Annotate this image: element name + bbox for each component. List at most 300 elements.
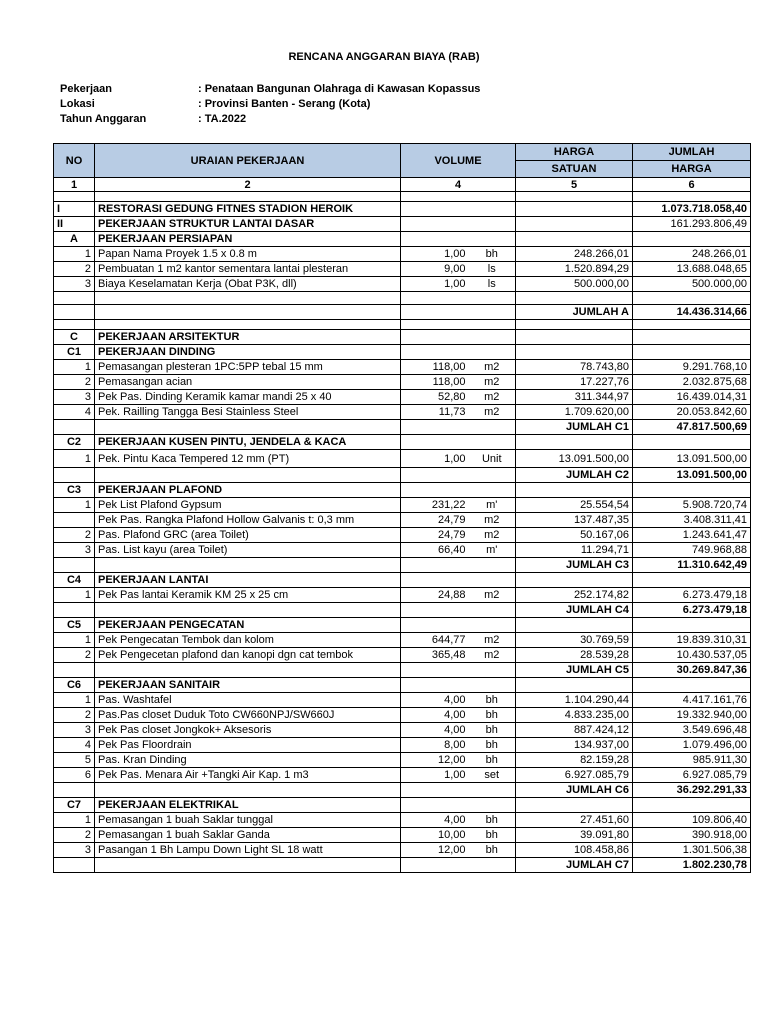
section-number: C1 (54, 345, 95, 360)
section-number: C7 (54, 798, 95, 813)
item-total: 20.053.842,60 (633, 405, 751, 420)
item-description: Pek Pengecatan Tembok dan kolom (95, 633, 401, 648)
cell-volume (401, 330, 516, 345)
cell-volume (401, 618, 516, 633)
item-number: 1 (54, 813, 95, 828)
header-volume: VOLUME (401, 144, 516, 178)
item-number: 1 (54, 498, 95, 513)
item-unit: bh (469, 828, 516, 843)
item-volume: 1,00 (401, 277, 469, 292)
item-row (54, 588, 751, 603)
item-unit: m' (469, 543, 516, 558)
item-unit-price: 1.520.894,29 (516, 262, 633, 277)
cell-desc (95, 292, 401, 305)
table-body (54, 192, 751, 873)
subtotal-value: 36.292.291,33 (633, 783, 751, 798)
cell-no (54, 420, 95, 435)
item-row (54, 708, 751, 723)
item-volume: 24,79 (401, 513, 469, 528)
item-description: Pek List Plafond Gypsum (95, 498, 401, 513)
colnum-1: 1 (54, 178, 95, 192)
cell-volume (401, 202, 516, 217)
item-unit-price: 311.344,97 (516, 390, 633, 405)
meta-value: : TA.2022 (198, 113, 247, 125)
spacer-row (54, 292, 751, 305)
section-total (633, 232, 751, 247)
subtotal-row (54, 558, 751, 573)
item-volume: 24,88 (401, 588, 469, 603)
item-number: 2 (54, 828, 95, 843)
item-number: 2 (54, 262, 95, 277)
cell-desc (95, 468, 401, 483)
item-row (54, 828, 751, 843)
item-total: 2.032.875,68 (633, 375, 751, 390)
header-row (54, 144, 751, 161)
item-unit: ls (469, 262, 516, 277)
item-row (54, 498, 751, 513)
item-total: 4.417.161,76 (633, 693, 751, 708)
item-row (54, 262, 751, 277)
section-number: A (54, 232, 95, 247)
cell-volume (401, 663, 516, 678)
item-description: Pek Pengecetan plafond dan kanopi dgn cat tembok (95, 648, 401, 663)
item-unit: m2 (469, 513, 516, 528)
item-unit: m2 (469, 648, 516, 663)
item-unit: m2 (469, 588, 516, 603)
item-row (54, 277, 751, 292)
section-row (54, 330, 751, 345)
cell-price (516, 435, 633, 450)
subtotal-row (54, 305, 751, 320)
item-row (54, 693, 751, 708)
item-unit-price: 887.424,12 (516, 723, 633, 738)
subtotal-label: JUMLAH C4 (516, 603, 633, 618)
cell-price (516, 232, 633, 247)
section-total (633, 678, 751, 693)
cell-volume (401, 435, 516, 450)
item-unit: bh (469, 813, 516, 828)
subtotal-value: 11.310.642,49 (633, 558, 751, 573)
cell-price (516, 292, 633, 305)
item-unit-price: 500.000,00 (516, 277, 633, 292)
blank-row (54, 320, 751, 330)
item-unit-price: 30.769,59 (516, 633, 633, 648)
cell-volume (401, 320, 516, 330)
cell-desc (95, 192, 401, 202)
cell-volume (401, 192, 516, 202)
item-number: 4 (54, 405, 95, 420)
section-title: PEKERJAAN LANTAI (95, 573, 401, 588)
cell-no (54, 292, 95, 305)
cell-desc (95, 663, 401, 678)
cell-price (516, 202, 633, 217)
cell-price (516, 618, 633, 633)
item-volume: 12,00 (401, 753, 469, 768)
subtotal-label: JUMLAH C1 (516, 420, 633, 435)
item-number: 3 (54, 723, 95, 738)
subtotal-row (54, 603, 751, 618)
item-number: 3 (54, 277, 95, 292)
item-unit: m' (469, 498, 516, 513)
subtotal-value: 6.273.479,18 (633, 603, 751, 618)
item-description: Pemasangan 1 buah Saklar tunggal (95, 813, 401, 828)
section-row (54, 232, 751, 247)
item-volume: 9,00 (401, 262, 469, 277)
cell-desc (95, 603, 401, 618)
cell-no (54, 558, 95, 573)
item-unit-price: 25.554,54 (516, 498, 633, 513)
colnum-4: 4 (401, 178, 516, 192)
subtotal-value: 14.436.314,66 (633, 305, 751, 320)
cell-total (633, 192, 751, 202)
item-number: 1 (54, 693, 95, 708)
item-description: Pek Pas closet Jongkok+ Aksesoris (95, 723, 401, 738)
item-unit-price: 134.937,00 (516, 738, 633, 753)
subtotal-value: 1.802.230,78 (633, 858, 751, 873)
section-row (54, 678, 751, 693)
cell-volume (401, 305, 516, 320)
item-number: 2 (54, 708, 95, 723)
item-row (54, 405, 751, 420)
section-number: I (54, 202, 95, 217)
header-uraian: URAIAN PEKERJAAN (95, 144, 401, 178)
item-unit: bh (469, 708, 516, 723)
section-title: PEKERJAAN PERSIAPAN (95, 232, 401, 247)
item-description: Pembuatan 1 m2 kantor sementara lantai plesteran (95, 262, 401, 277)
item-number: 1 (54, 633, 95, 648)
section-title: PEKERJAAN PLAFOND (95, 483, 401, 498)
meta-label: Lokasi (60, 98, 95, 110)
item-description: Pek. Railling Tangga Besi Stainless Steel (95, 405, 401, 420)
cell-no (54, 305, 95, 320)
item-volume: 1,00 (401, 247, 469, 262)
colnum-6: 6 (633, 178, 751, 192)
item-row (54, 543, 751, 558)
section-number: C4 (54, 573, 95, 588)
subtotal-row (54, 783, 751, 798)
item-unit-price: 78.743,80 (516, 360, 633, 375)
section-total (633, 483, 751, 498)
item-row (54, 513, 751, 528)
item-total: 9.291.768,10 (633, 360, 751, 375)
cell-no (54, 663, 95, 678)
item-row (54, 633, 751, 648)
item-row (54, 450, 751, 468)
item-total: 19.332.940,00 (633, 708, 751, 723)
subtotal-label: JUMLAH C2 (516, 468, 633, 483)
cell-volume (401, 345, 516, 360)
section-title: PEKERJAAN SANITAIR (95, 678, 401, 693)
item-description: Pemasangan 1 buah Saklar Ganda (95, 828, 401, 843)
item-description: Pek Pas. Menara Air +Tangki Air Kap. 1 m3 (95, 768, 401, 783)
cell-desc (95, 783, 401, 798)
item-unit-price: 1.104.290,44 (516, 693, 633, 708)
cell-price (516, 330, 633, 345)
item-volume: 231,22 (401, 498, 469, 513)
item-row (54, 390, 751, 405)
cell-no (54, 192, 95, 202)
item-row (54, 360, 751, 375)
item-volume: 4,00 (401, 813, 469, 828)
item-number: 6 (54, 768, 95, 783)
item-volume: 10,00 (401, 828, 469, 843)
section-number: II (54, 217, 95, 232)
item-number: 3 (54, 543, 95, 558)
item-total: 500.000,00 (633, 277, 751, 292)
item-number: 3 (54, 390, 95, 405)
section-total: 161.293.806,49 (633, 217, 751, 232)
item-unit: bh (469, 693, 516, 708)
cell-price (516, 345, 633, 360)
item-total: 749.968,88 (633, 543, 751, 558)
item-description: Pas. List kayu (area Toilet) (95, 543, 401, 558)
item-unit: m2 (469, 405, 516, 420)
item-number: 1 (54, 450, 95, 468)
subtotal-row (54, 858, 751, 873)
item-total: 248.266,01 (633, 247, 751, 262)
item-row (54, 753, 751, 768)
item-description: Pas. Kran Dinding (95, 753, 401, 768)
cell-desc (95, 858, 401, 873)
item-volume: 118,00 (401, 360, 469, 375)
item-volume: 4,00 (401, 693, 469, 708)
item-row (54, 247, 751, 262)
cell-price (516, 678, 633, 693)
section-total (633, 330, 751, 345)
item-volume: 1,00 (401, 768, 469, 783)
blank-row (54, 192, 751, 202)
item-total: 1.301.506,38 (633, 843, 751, 858)
item-unit: m2 (469, 633, 516, 648)
item-row (54, 738, 751, 753)
item-number: 3 (54, 843, 95, 858)
item-unit: set (469, 768, 516, 783)
item-unit: m2 (469, 360, 516, 375)
meta-value: : Penataan Bangunan Olahraga di Kawasan Kopassus (198, 83, 481, 95)
cell-desc (95, 320, 401, 330)
item-volume: 52,80 (401, 390, 469, 405)
colnum-5: 5 (516, 178, 633, 192)
item-row (54, 723, 751, 738)
section-title: PEKERJAAN STRUKTUR LANTAI DASAR (95, 217, 401, 232)
subtotal-row (54, 420, 751, 435)
item-total: 19.839.310,31 (633, 633, 751, 648)
cell-volume (401, 217, 516, 232)
item-volume: 1,00 (401, 450, 469, 468)
cell-price (516, 192, 633, 202)
header-harga: HARGA (516, 144, 633, 161)
item-volume: 66,40 (401, 543, 469, 558)
item-description: Pasangan 1 Bh Lampu Down Light SL 18 watt (95, 843, 401, 858)
item-unit: ls (469, 277, 516, 292)
section-row (54, 798, 751, 813)
subtotal-value: 13.091.500,00 (633, 468, 751, 483)
item-unit-price: 4.833.235,00 (516, 708, 633, 723)
item-unit-price: 6.927.085,79 (516, 768, 633, 783)
header-satuan: SATUAN (516, 161, 633, 178)
item-number (54, 513, 95, 528)
subtotal-row (54, 468, 751, 483)
item-unit-price: 11.294,71 (516, 543, 633, 558)
item-unit-price: 27.451,60 (516, 813, 633, 828)
cell-volume (401, 420, 516, 435)
item-total: 985.911,30 (633, 753, 751, 768)
item-row (54, 648, 751, 663)
section-total (633, 573, 751, 588)
item-unit-price: 82.159,28 (516, 753, 633, 768)
section-row (54, 202, 751, 217)
section-number: C2 (54, 435, 95, 450)
header-harga-2: HARGA (633, 161, 751, 178)
subtotal-label: JUMLAH A (516, 305, 633, 320)
cell-desc (95, 558, 401, 573)
table-header (54, 144, 751, 192)
cell-price (516, 483, 633, 498)
item-volume: 4,00 (401, 723, 469, 738)
cell-desc (95, 305, 401, 320)
section-row (54, 345, 751, 360)
item-unit-price: 108.458,86 (516, 843, 633, 858)
cell-volume (401, 468, 516, 483)
cell-volume (401, 783, 516, 798)
subtotal-label: JUMLAH C5 (516, 663, 633, 678)
item-unit-price: 248.266,01 (516, 247, 633, 262)
meta-label: Tahun Anggaran (60, 113, 147, 125)
colnum-2: 2 (95, 178, 401, 192)
cell-price (516, 320, 633, 330)
item-row (54, 843, 751, 858)
item-unit: bh (469, 753, 516, 768)
cell-desc (95, 420, 401, 435)
cell-volume (401, 558, 516, 573)
item-volume: 24,79 (401, 528, 469, 543)
section-title: PEKERJAAN PENGECATAN (95, 618, 401, 633)
cell-total (633, 320, 751, 330)
cell-volume (401, 798, 516, 813)
item-description: Pek Pas. Dinding Keramik kamar mandi 25 x 40 (95, 390, 401, 405)
item-number: 1 (54, 360, 95, 375)
cell-volume (401, 483, 516, 498)
item-description: Pek. Pintu Kaca Tempered 12 mm (PT) (95, 450, 401, 468)
meta-label: Pekerjaan (60, 83, 112, 95)
cell-no (54, 468, 95, 483)
item-row (54, 813, 751, 828)
item-total: 3.408.311,41 (633, 513, 751, 528)
item-total: 1.079.496,00 (633, 738, 751, 753)
cell-volume (401, 603, 516, 618)
item-total: 109.806,40 (633, 813, 751, 828)
rab-table (53, 143, 751, 873)
item-description: Pas.Pas closet Duduk Toto CW660NPJ/SW660J (95, 708, 401, 723)
cell-price (516, 573, 633, 588)
header-no: NO (54, 144, 95, 178)
item-unit-price: 1.709.620,00 (516, 405, 633, 420)
cell-price (516, 798, 633, 813)
header-jumlah: JUMLAH (633, 144, 751, 161)
cell-no (54, 320, 95, 330)
item-number: 5 (54, 753, 95, 768)
item-number: 1 (54, 247, 95, 262)
cell-price (516, 217, 633, 232)
item-total: 13.688.048,65 (633, 262, 751, 277)
item-total: 5.908.720,74 (633, 498, 751, 513)
cell-volume (401, 292, 516, 305)
section-row (54, 573, 751, 588)
section-number: C5 (54, 618, 95, 633)
cell-no (54, 603, 95, 618)
item-description: Pas. Plafond GRC (area Toilet) (95, 528, 401, 543)
section-total (633, 435, 751, 450)
section-number: C (54, 330, 95, 345)
cell-volume (401, 678, 516, 693)
item-volume: 365,48 (401, 648, 469, 663)
item-volume: 118,00 (401, 375, 469, 390)
column-number-row (54, 178, 751, 192)
item-total: 6.273.479,18 (633, 588, 751, 603)
section-title: PEKERJAAN KUSEN PINTU, JENDELA & KACA (95, 435, 401, 450)
item-number: 2 (54, 528, 95, 543)
item-row (54, 768, 751, 783)
item-total: 6.927.085,79 (633, 768, 751, 783)
section-row (54, 483, 751, 498)
item-number: 1 (54, 588, 95, 603)
cell-volume (401, 858, 516, 873)
item-unit-price: 252.174,82 (516, 588, 633, 603)
item-total: 3.549.696,48 (633, 723, 751, 738)
cell-no (54, 783, 95, 798)
item-total: 10.430.537,05 (633, 648, 751, 663)
item-number: 4 (54, 738, 95, 753)
item-volume: 4,00 (401, 708, 469, 723)
item-volume: 12,00 (401, 843, 469, 858)
section-row (54, 435, 751, 450)
item-row (54, 375, 751, 390)
section-title: RESTORASI GEDUNG FITNES STADION HEROIK (95, 202, 401, 217)
item-unit: bh (469, 247, 516, 262)
section-title: PEKERJAAN ELEKTRIKAL (95, 798, 401, 813)
subtotal-row (54, 663, 751, 678)
item-unit: m2 (469, 375, 516, 390)
item-description: Pemasangan plesteran 1PC:5PP tebal 15 mm (95, 360, 401, 375)
item-description: Pek Pas lantai Keramik KM 25 x 25 cm (95, 588, 401, 603)
subtotal-value: 47.817.500,69 (633, 420, 751, 435)
subtotal-value: 30.269.847,36 (633, 663, 751, 678)
section-row (54, 618, 751, 633)
cell-no (54, 858, 95, 873)
item-description: Papan Nama Proyek 1.5 x 0.8 m (95, 247, 401, 262)
item-volume: 8,00 (401, 738, 469, 753)
item-unit-price: 50.167,06 (516, 528, 633, 543)
section-row (54, 217, 751, 232)
cell-total (633, 292, 751, 305)
item-description: Pek Pas Floordrain (95, 738, 401, 753)
section-total (633, 345, 751, 360)
item-description: Biaya Keselamatan Kerja (Obat P3K, dll) (95, 277, 401, 292)
subtotal-label: JUMLAH C3 (516, 558, 633, 573)
item-description: Pek Pas. Rangka Plafond Hollow Galvanis t: 0,3 mm (95, 513, 401, 528)
item-unit: bh (469, 723, 516, 738)
meta-value: : Provinsi Banten - Serang (Kota) (198, 98, 371, 110)
item-unit-price: 28.539,28 (516, 648, 633, 663)
section-title: PEKERJAAN DINDING (95, 345, 401, 360)
subtotal-label: JUMLAH C6 (516, 783, 633, 798)
cell-volume (401, 573, 516, 588)
section-total (633, 798, 751, 813)
item-unit: bh (469, 738, 516, 753)
item-number: 2 (54, 648, 95, 663)
item-total: 13.091.500,00 (633, 450, 751, 468)
section-title: PEKERJAAN ARSITEKTUR (95, 330, 401, 345)
